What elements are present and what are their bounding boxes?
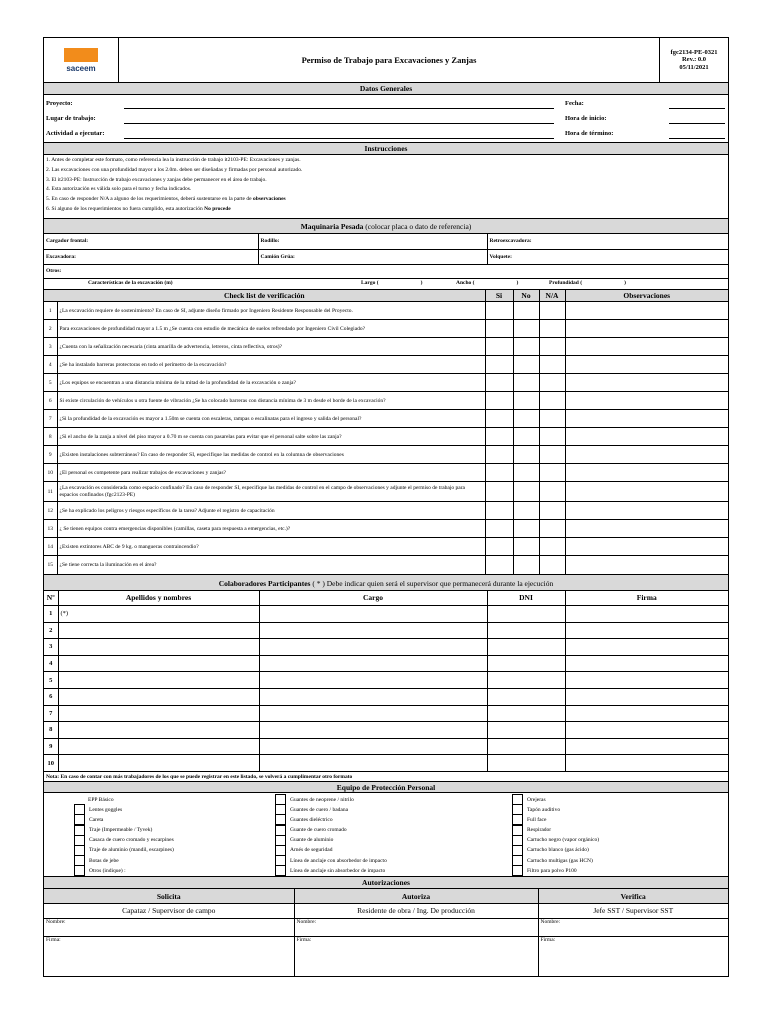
dni-cell[interactable] <box>487 688 565 705</box>
participant-row: 9 <box>44 738 728 755</box>
participant-row: 8 <box>44 722 728 739</box>
ppe-item[interactable]: EPP Básico <box>88 796 114 803</box>
si-cell[interactable] <box>485 520 513 538</box>
na-cell[interactable] <box>539 482 565 502</box>
ppe-item[interactable]: Otros (indique) : <box>74 866 272 876</box>
instructions-list <box>44 155 728 219</box>
doc-date: 05/11/2021 <box>679 63 709 71</box>
actividad-field[interactable] <box>124 138 554 139</box>
firma-cell[interactable] <box>565 738 728 755</box>
verifica-nombre[interactable]: Nombre: <box>538 918 728 936</box>
checklist-table <box>44 289 728 574</box>
ppe-item[interactable]: Lentes goggles <box>74 805 272 815</box>
ppe-item[interactable]: Tapón auditivo <box>512 805 728 815</box>
name-cell[interactable] <box>58 672 259 689</box>
checkbox[interactable] <box>74 865 85 876</box>
dni-cell[interactable] <box>487 755 565 772</box>
ppe-item[interactable]: Careta <box>74 815 272 825</box>
ppe-item[interactable]: Línea de anclaje con absorbedor de impacto <box>275 856 500 866</box>
checklist-row: 4 ¿Se ha instalado barreras protectoras en todo el perímetro de la excavación? <box>44 356 728 374</box>
firma-cell[interactable] <box>565 606 728 623</box>
solicita-firma[interactable]: Firma: <box>44 936 294 976</box>
col-numero: Nº <box>44 591 58 606</box>
obs-cell[interactable] <box>565 302 728 320</box>
na-cell[interactable] <box>539 556 565 574</box>
no-cell[interactable] <box>513 464 539 482</box>
no-cell[interactable] <box>513 410 539 428</box>
col-cargo: Cargo <box>259 591 487 606</box>
no-cell[interactable] <box>513 482 539 502</box>
no-cell[interactable] <box>513 428 539 446</box>
excavation-dimensions <box>44 278 728 289</box>
obs-cell[interactable] <box>565 410 728 428</box>
volquete-field[interactable]: Volquete: <box>487 249 728 264</box>
cargo-cell[interactable] <box>259 738 487 755</box>
firma-cell[interactable] <box>565 672 728 689</box>
participant-row: 10 <box>44 755 728 772</box>
col-no: No <box>513 290 539 302</box>
obs-cell[interactable] <box>565 556 728 574</box>
no-cell[interactable] <box>513 392 539 410</box>
ppe-item[interactable]: Guante de cuero cromado <box>275 825 500 835</box>
firma-cell[interactable] <box>565 639 728 656</box>
col-na: N/A <box>539 290 565 302</box>
participant-row: 1 (*) <box>44 606 728 623</box>
si-cell[interactable] <box>485 410 513 428</box>
ppe-item[interactable]: Guantes dieléctrico <box>275 815 500 825</box>
ancho-field[interactable]: Ancho ( ) <box>456 279 519 286</box>
ppe-item[interactable]: Guante de aluminio <box>275 835 500 845</box>
checklist-row: 10 ¿El personal es competente para realizar trabajos de excavaciones y zanjas? <box>44 464 728 482</box>
checklist-row: 2 Para excavaciones de profundidad mayor a 1.5 m ¿Se cuenta con estudio de mecánica de suelos refrendado por Ingeniero Civil Colegiado? <box>44 320 728 338</box>
ppe-item[interactable]: Botas de jebe <box>74 856 272 866</box>
hora-termino-field[interactable] <box>669 138 725 139</box>
si-cell[interactable] <box>485 302 513 320</box>
na-cell[interactable] <box>539 538 565 556</box>
supervisor-mark: (*) <box>60 610 69 618</box>
checklist-row: 15 ¿Se tiene correcta la iluminación en el área? <box>44 556 728 574</box>
checklist-row: 14 ¿Existen extintores ABC de 9 kg. o mangueras contraincendio? <box>44 538 728 556</box>
label-proyecto: Proyecto: <box>46 100 73 107</box>
hora-inicio-field[interactable] <box>669 123 725 124</box>
solicita-nombre[interactable]: Nombre: <box>44 918 294 936</box>
cargador-field[interactable]: Cargador frontal: <box>44 234 258 249</box>
label-hora-inicio: Hora de inicio: <box>565 115 607 122</box>
na-cell[interactable] <box>539 410 565 428</box>
si-cell[interactable] <box>485 538 513 556</box>
participant-row: 4 <box>44 655 728 672</box>
section-instructions-title: Instrucciones <box>44 143 728 155</box>
name-cell[interactable] <box>58 722 259 739</box>
name-cell[interactable] <box>58 639 259 656</box>
camion-field[interactable]: Camión Grúa: <box>258 249 487 264</box>
si-cell[interactable] <box>485 356 513 374</box>
instruction-item: 4. Esta autorización es válida solo para el turno y fecha indicados. <box>46 186 192 193</box>
obs-cell[interactable] <box>565 538 728 556</box>
ppe-item[interactable]: Orejeras <box>512 794 728 804</box>
checklist-row: 9 ¿Existen instalaciones subterráneas? En caso de responder SI, especifique las medidas de control en la columna de observaciones <box>44 446 728 464</box>
ppe-column-2 <box>272 794 500 876</box>
checklist-row: 13 ¿ Se tienen equipos contra emergencias disponibles (camillas, caseta para respuesta a emergencias, etc.)? <box>44 520 728 538</box>
no-cell[interactable] <box>513 446 539 464</box>
excavadora-field[interactable]: Excavadora: <box>44 249 258 264</box>
si-cell[interactable] <box>485 338 513 356</box>
label-hora-termino: Hora de término: <box>565 130 614 137</box>
ppe-item[interactable]: Cartucho blanco (gas ácido) <box>512 845 728 855</box>
checklist-row: 3 ¿Cuenta con la señalización necesaria (cinta amarilla de advertencia, letreros, cinta reflectiva, otros)? <box>44 338 728 356</box>
participant-row: 5 <box>44 672 728 689</box>
ppe-item[interactable]: Traje (Impermeable / Tyvek) <box>74 825 272 835</box>
col-dni: DNI <box>487 591 565 606</box>
checklist-title: Check list de verificación <box>44 290 485 302</box>
firma-cell[interactable] <box>565 655 728 672</box>
cargo-cell[interactable] <box>259 705 487 722</box>
verifica-header: Verifica <box>538 889 728 903</box>
obs-cell[interactable] <box>565 446 728 464</box>
instruction-item: 3. El it2103-PE: Instrucción de trabajo excavaciones y zanjas debe permanecer en el área de trabajo. <box>46 176 267 183</box>
firma-cell[interactable] <box>565 688 728 705</box>
section-authorizations-title: Autorizaciones <box>44 877 728 889</box>
obs-cell[interactable] <box>565 356 728 374</box>
autoriza-role: Residente de obra / Ing. De producción <box>294 903 538 918</box>
no-cell[interactable] <box>513 374 539 392</box>
instruction-item: 1. Antes de completar este formato, como referencia lea la instrucción de trabajo it2103-PE: Excavaciones y zanjas. <box>46 157 301 163</box>
participants-table <box>44 591 728 782</box>
cargo-cell[interactable] <box>259 672 487 689</box>
checkbox[interactable] <box>275 865 286 876</box>
label-actividad: Actividad a ejecutar: <box>46 130 105 137</box>
ppe-item[interactable]: Cartucho negro (vapor orgánico) <box>512 835 728 845</box>
no-cell[interactable] <box>513 556 539 574</box>
section-participants-title: Colaboradores Participantes ( * ) Debe indicar quien será el supervisor que permanecerá durante la ejecución <box>44 574 728 591</box>
dni-cell[interactable] <box>487 639 565 656</box>
checklist-row: 11 ¿La excavación es considerada como espacio confinado? En caso de responder SI, especifique las medidas de control en el campo de observaciones y adjunte el permiso de trabajo para espacios confinados (fgc2123-PE) <box>44 482 728 502</box>
participants-note: Nota: En caso de contar con más trabajadores de los que se puede registrar en este listado, se volverá a cumplimentar otro formato <box>44 771 728 781</box>
solicita-header: Solicita <box>44 889 294 903</box>
permit-form <box>43 37 729 977</box>
col-si: Si <box>485 290 513 302</box>
obs-cell[interactable] <box>565 320 728 338</box>
cargo-cell[interactable] <box>259 639 487 656</box>
checklist-row: 7 ¿Si la profundidad de la excavación es mayor a 1.50m se cuenta con escaleras, rampas o escalinatas para el ingreso y salida del personal? <box>44 410 728 428</box>
label-fecha: Fecha: <box>565 100 584 107</box>
na-cell[interactable] <box>539 302 565 320</box>
verifica-role: Jefe SST / Supervisor SST <box>538 903 728 918</box>
autoriza-nombre[interactable]: Nombre: <box>294 918 538 936</box>
profundidad-field[interactable]: Profundidad ( ) <box>549 279 626 286</box>
largo-field[interactable]: Largo ( ) <box>361 279 423 286</box>
ppe-list <box>44 793 728 877</box>
no-cell[interactable] <box>513 502 539 520</box>
si-cell[interactable] <box>485 392 513 410</box>
no-cell[interactable] <box>513 302 539 320</box>
si-cell[interactable] <box>485 556 513 574</box>
verifica-firma[interactable]: Firma: <box>538 936 728 976</box>
dni-cell[interactable] <box>487 655 565 672</box>
dni-cell[interactable] <box>487 672 565 689</box>
ppe-column-3 <box>500 794 728 876</box>
checklist-row: 8 ¿Si el ancho de la zanja a nivel del piso mayor a 0.70 m se cuenta con pasarelas para evitar que el personal salte sobre las zanja? <box>44 428 728 446</box>
obs-cell[interactable] <box>565 374 728 392</box>
na-cell[interactable] <box>539 356 565 374</box>
section-machinery-title: Maquinaria Pesada (colocar placa o dato de referencia) <box>44 219 728 234</box>
retro-field[interactable]: Retroexcavadora: <box>487 234 728 249</box>
cargo-cell[interactable] <box>259 622 487 639</box>
dni-cell[interactable] <box>487 722 565 739</box>
autoriza-firma[interactable]: Firma: <box>294 936 538 976</box>
si-cell[interactable] <box>485 428 513 446</box>
dni-cell[interactable] <box>487 606 565 623</box>
si-cell[interactable] <box>485 482 513 502</box>
dims-label: Características de la excavación (m) <box>88 279 173 286</box>
machinery-table <box>44 234 728 289</box>
col-observaciones: Observaciones <box>565 290 728 302</box>
instruction-item: 6. Si alguno de los requerimientos no fuera cumplido, esta autorización No procede <box>46 205 231 212</box>
form-title: Permiso de Trabajo para Excavaciones y Zanjas <box>119 38 660 82</box>
dni-cell[interactable] <box>487 622 565 639</box>
checklist-row: 1 ¿La excavación requiere de sostenimiento? En caso de SI, adjunte diseño firmado por Ingeniero Residente Responsable del Proyecto. <box>44 302 728 320</box>
cargo-cell[interactable] <box>259 722 487 739</box>
doc-info <box>660 38 728 82</box>
authorizations-table <box>44 889 728 976</box>
solicita-role: Capataz / Supervisor de campo <box>44 903 294 918</box>
name-cell[interactable] <box>58 705 259 722</box>
na-cell[interactable] <box>539 338 565 356</box>
col-apellidos: Apellidos y nombres <box>58 591 259 606</box>
cargo-cell[interactable] <box>259 606 487 623</box>
ppe-item[interactable]: Respirador <box>512 825 728 835</box>
na-cell[interactable] <box>539 374 565 392</box>
na-cell[interactable] <box>539 392 565 410</box>
name-cell[interactable] <box>58 688 259 705</box>
obs-cell[interactable] <box>565 482 728 502</box>
col-firma: Firma <box>565 591 728 606</box>
no-cell[interactable] <box>513 338 539 356</box>
si-cell[interactable] <box>485 374 513 392</box>
proyecto-field[interactable] <box>124 108 554 109</box>
obs-cell[interactable] <box>565 392 728 410</box>
ppe-item[interactable]: Guantes de cuero / badana <box>275 805 500 815</box>
si-cell[interactable] <box>485 446 513 464</box>
na-cell[interactable] <box>539 428 565 446</box>
na-cell[interactable] <box>539 464 565 482</box>
general-fields <box>44 95 728 143</box>
form-header <box>44 38 728 83</box>
ppe-item[interactable]: Cartucho multigas (gas HCN) <box>512 856 728 866</box>
autoriza-header: Autoriza <box>294 889 538 903</box>
firma-cell[interactable] <box>565 622 728 639</box>
name-cell[interactable] <box>58 606 259 623</box>
lugar-field[interactable] <box>124 123 554 124</box>
si-cell[interactable] <box>485 464 513 482</box>
firma-cell[interactable] <box>565 755 728 772</box>
na-cell[interactable] <box>539 502 565 520</box>
no-cell[interactable] <box>513 356 539 374</box>
name-cell[interactable] <box>58 738 259 755</box>
ppe-column-1 <box>44 794 272 876</box>
si-cell[interactable] <box>485 502 513 520</box>
participant-row: 6 <box>44 688 728 705</box>
cargo-cell[interactable] <box>259 755 487 772</box>
instruction-item: 2. Las excavaciones con una profundidad mayor a los 2.0m. deben ser diseñadas y firmadas por personal autorizado. <box>46 166 303 173</box>
checkbox[interactable] <box>512 865 523 876</box>
section-ppe-title: Equipo de Protección Personal <box>44 781 728 793</box>
participant-row: 3 <box>44 639 728 656</box>
otros-field[interactable]: Otros: <box>44 264 728 278</box>
ppe-item[interactable]: Casaca de cuero cromado y escarpines <box>74 835 272 845</box>
logo-mark <box>64 48 98 62</box>
obs-cell[interactable] <box>565 464 728 482</box>
dni-cell[interactable] <box>487 738 565 755</box>
doc-code: fgc2134-PE-0321 <box>670 48 718 56</box>
checklist-row: 12 ¿Se ha explicado los peligros y riesgos específicos de la tarea? Adjunte el registro de capacitación <box>44 502 728 520</box>
checklist-row: 6 Si existe circulación de vehículos u otra fuente de vibración ¿Se ha colocado barreras con distancia mínima de 3 m desde el borde de la excavación? <box>44 392 728 410</box>
cargo-cell[interactable] <box>259 688 487 705</box>
obs-cell[interactable] <box>565 338 728 356</box>
name-cell[interactable] <box>58 622 259 639</box>
participant-row: 7 <box>44 705 728 722</box>
dni-cell[interactable] <box>487 705 565 722</box>
ppe-item[interactable]: Arnés de seguridad <box>275 845 500 855</box>
no-cell[interactable] <box>513 320 539 338</box>
na-cell[interactable] <box>539 320 565 338</box>
ppe-item[interactable]: Filtro para polvo P100 <box>512 866 728 876</box>
obs-cell[interactable] <box>565 428 728 446</box>
no-cell[interactable] <box>513 538 539 556</box>
cargo-cell[interactable] <box>259 655 487 672</box>
section-general-title: Datos Generales <box>44 83 728 95</box>
ppe-item[interactable]: Guantes de neoprene / nitrilo <box>275 794 500 804</box>
name-cell[interactable] <box>58 655 259 672</box>
doc-rev: Rev.: 0.0 <box>681 56 706 64</box>
label-lugar: Lugar de trabajo: <box>46 115 96 122</box>
instruction-item: 5. En caso de responder N/A a alguno de los requerimientos, deberá sustentarse en la parte de observaciones <box>46 196 286 203</box>
name-cell[interactable] <box>58 755 259 772</box>
ppe-item[interactable]: Traje de aluminio (mandil, escarpines) <box>74 845 272 855</box>
obs-cell[interactable] <box>565 520 728 538</box>
si-cell[interactable] <box>485 320 513 338</box>
checklist-row: 5 ¿Los equipos se encuentran a una distancia mínima de la mitad de la profundidad de la excavación o zanja? <box>44 374 728 392</box>
na-cell[interactable] <box>539 446 565 464</box>
logo <box>44 38 119 82</box>
firma-cell[interactable] <box>565 705 728 722</box>
ppe-item[interactable]: Línea de anclaje sin absorbedor de impacto <box>275 866 500 876</box>
ppe-item[interactable]: Full face <box>512 815 728 825</box>
participant-row: 2 <box>44 622 728 639</box>
obs-cell[interactable] <box>565 502 728 520</box>
logo-text: saceem <box>66 63 96 73</box>
na-cell[interactable] <box>539 520 565 538</box>
no-cell[interactable] <box>513 520 539 538</box>
rodillo-field[interactable]: Rodillo: <box>258 234 487 249</box>
fecha-field[interactable] <box>669 108 725 109</box>
firma-cell[interactable] <box>565 722 728 739</box>
